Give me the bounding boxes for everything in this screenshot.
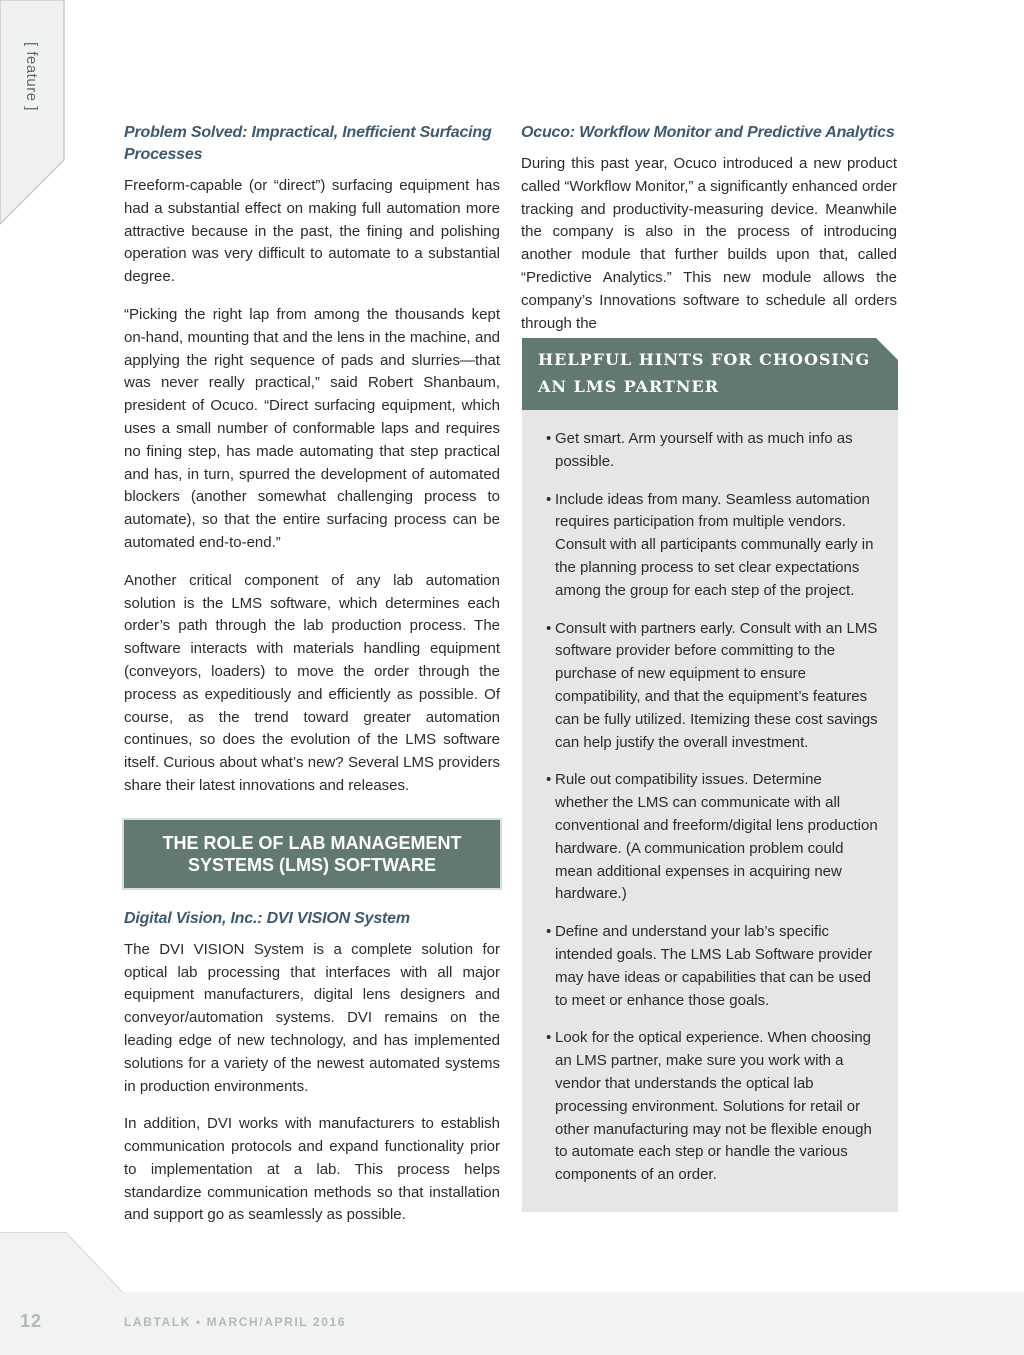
- lms-role-banner-line1: THE ROLE OF LAB MANAGEMENT: [162, 832, 462, 853]
- hint-item: [548, 921, 878, 1012]
- hint-item: [548, 769, 878, 906]
- bullet-icon: •: [546, 1029, 552, 1047]
- left-column: [124, 122, 500, 1242]
- ocuco-heading: Ocuco: Workflow Monitor and Predictive Analytics: [521, 124, 895, 141]
- helpful-hints-header: [522, 338, 898, 410]
- publication-footer: LABTALK • MARCH/APRIL 2016: [124, 1315, 347, 1329]
- hints-title-line2: AN LMS PARTNER: [538, 377, 720, 396]
- hints-list: [522, 410, 898, 1187]
- section-tab-label: [ feature ]: [23, 42, 40, 111]
- hint-text: Include ideas from many. Seamless automation requires participation from multiple vendors. Consult with all participants communally early in the planning process to set clear expectations among the group for each step of the project.: [555, 490, 874, 599]
- dvi-paragraph-2: In addition, DVI works with manufacturers to establish communication protocols and expand functionality prior to implementation at a lab. This process helps standardize communication methods so that installation and support go as seamlessly as possible.: [124, 1115, 500, 1224]
- hints-title-line1: HELPFUL HINTS FOR CHOOSING: [538, 350, 871, 369]
- header-notch: [876, 338, 898, 360]
- bullet-icon: •: [546, 490, 552, 508]
- bullet-icon: •: [546, 619, 552, 637]
- hint-item: [548, 489, 878, 603]
- hint-text: Consult with partners early. Consult with an LMS software provider before committing to the purchase of new equipment to ensure compatibility, and that the equipment’s features can be fully utilized. Itemizing these cost savings can help justify the overall investment.: [555, 619, 878, 751]
- hint-text: Rule out compatibility issues. Determine whether the LMS can communicate with all conventional and freeform/digital lens production hardware. (A communication problem could mean additional expenses in acquiring new hardware.): [555, 771, 878, 903]
- helpful-hints-sidebar: [522, 338, 898, 1212]
- ocuco-paragraph-1: During this past year, Ocuco introduced a new product called “Workflow Monitor,” a significantly enhanced order tracking and productivity-measuring device. Meanwhile the company is also in the process of introducing another module that further builds upon that, called “Predictive Analytics.” This new module allows the company’s Innovations software to schedule all orders through the: [521, 155, 897, 332]
- dvi-paragraph-1: The DVI VISION System is a complete solution for optical lab processing that interfaces with all major equipment manufacturers, digital lens designers and conveyor/automation systems. DVI remains on the leading edge of new technology, and has implemented solutions for a variety of the newest automated systems in production environments.: [124, 940, 500, 1095]
- problem-solved-heading: Problem Solved: Impractical, Inefficient Surfacing Processes: [124, 124, 492, 163]
- lms-role-banner-line2: SYSTEMS (LMS) SOFTWARE: [187, 854, 436, 875]
- lms-role-banner: [124, 820, 500, 888]
- hint-item: [548, 618, 878, 755]
- hint-item: [548, 1027, 878, 1187]
- dvi-heading: Digital Vision, Inc.: DVI VISION System: [124, 909, 410, 927]
- problem-paragraph-2: “Picking the right lap from among the thousands kept on-hand, mounting that and the lens in the machine, and applying the right sequence of pads and slurries—that was never really practical,” said Robert Shanbaum, president of Ocuco. “Direct surfacing equipment, which uses a small number of conformable laps and requires no fining step, has made automating that step practical and has, in turn, spurred the development of automated blockers (another somewhat challenging process to automate), so that the entire surfacing process can be automated end-to-end.”: [124, 305, 500, 551]
- problem-paragraph-3: Another critical component of any lab automation solution is the LMS software, which determines each order’s path through the lab production process. The software interacts with materials handling equipment (conveyors, loaders) to move the order through the process as expeditiously and efficiently as possible. Of course, as the trend toward greater automation continues, so does the evolution of the LMS software itself. Curious about what’s new? Several LMS providers share their latest innovations and releases.: [124, 571, 500, 794]
- bullet-icon: •: [546, 430, 552, 447]
- bullet-icon: •: [546, 771, 552, 789]
- hint-item: [548, 428, 878, 474]
- hint-text: Get smart. Arm yourself with as much info as possible.: [555, 430, 853, 470]
- bullet-icon: •: [546, 923, 552, 941]
- right-column: [521, 122, 897, 350]
- problem-paragraph-1: Freeform-capable (or “direct”) surfacing equipment has had a substantial effect on making full automation more attractive because in the past, the fining and polishing operation was very difficult to automate to a substantial degree.: [124, 177, 500, 286]
- page-number: 12: [20, 1311, 43, 1331]
- hint-text: Look for the optical experience. When choosing an LMS partner, make sure you work with a vendor that understands the optical lab processing environment. Solutions for retail or other manufacturing may not be flexible enough to automate each step or handle the various components of an order.: [555, 1029, 872, 1184]
- hint-text: Define and understand your lab’s specific intended goals. The LMS Lab Software provider may have ideas or capabilities that can be used to meet or enhance those goals.: [555, 923, 873, 1009]
